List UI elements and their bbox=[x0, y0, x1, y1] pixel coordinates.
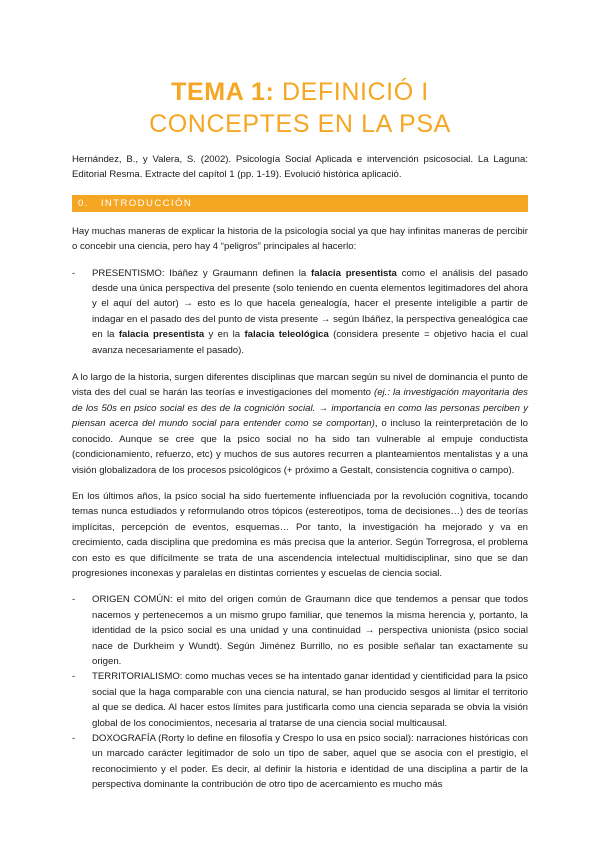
bullet-dash: - bbox=[72, 671, 76, 683]
section-number: 0. bbox=[78, 197, 89, 209]
bold-term: falacia teleológica bbox=[244, 329, 329, 341]
text-run: PRESENTISMO: Ibáñez y Graumann definen la bbox=[92, 267, 312, 279]
text-run: y en la bbox=[204, 329, 245, 341]
list-item-origen-comun bbox=[72, 592, 528, 669]
text-run: A lo largo de la historia, surgen diferentes disciplinas que marcan según su nivel de dominancia el punto de vista des del cual se harán las teorías e investigaciones del momento bbox=[72, 372, 528, 399]
page-title bbox=[72, 76, 528, 140]
bullet-dash: - bbox=[72, 267, 76, 279]
paragraph-disciplinas bbox=[72, 370, 528, 478]
bibliographic-reference: Hernández, B., y Valera, S. (2002). Psicología Social Aplicada e intervención psicosocial. La Laguna: Editorial Resma. Extracte del capítol 1 (pp. 1-19). Evolució històrica aplicació. bbox=[72, 154, 528, 181]
list-item-text: TERRITORIALISMO: como muchas veces se ha intentado ganar identidad y cientificidad para la psico social que la haga comparable con una ciencia natural, se han producido sesgos al limitar el territorio al que se dedica. Al hacer estos límites para justificarla como una ciencia separada se obvia la visión global de los conocimientos, necesaria al tratarse de una ciencia social multicausal. bbox=[92, 671, 528, 729]
title-line1: DEFINICIÓ I bbox=[274, 78, 429, 106]
list-item-text: DOXOGRAFÍA (Rorty lo define en filosofía y Crespo lo usa en psico social): narraciones históricas con un marcado carácter legitimador de solo un tipo de saber, aquel que se asocia con el prestigio, el reconocimiento y el poder. Es decir, al definir la historia e identidad de una disciplina a partir de la perspectiva dominante la contribución de otro tipo de acercamiento es mucho más bbox=[92, 733, 528, 791]
title-line2: CONCEPTES EN LA PSA bbox=[149, 110, 451, 138]
section-label: INTRODUCCIÓN bbox=[100, 197, 193, 209]
italic-example: (ej.: la investigación mayoritaria des de los 50s en psico social es des de la cognición social. → importancia en como las personas perciben y piensan acerca del mundo social para entender como se comportan) bbox=[72, 387, 528, 430]
bullet-dash: - bbox=[72, 594, 76, 606]
section-header bbox=[72, 195, 528, 212]
peligros-list-2 bbox=[72, 592, 528, 792]
title-tema: TEMA 1: bbox=[171, 78, 275, 106]
list-item-doxografia bbox=[72, 731, 528, 793]
list-item-presentismo bbox=[72, 266, 528, 358]
list-item-territorialismo bbox=[72, 669, 528, 731]
text-run: como el análisis del pasado desde una única perspectiva del presente (solo teniendo en cuenta elementos legitimadores del ahora y el aquí del autor) → esto es lo que hacela genealogía, hacer el presente inteligible a partir de indagar en el pasado des del punto de vista presente → según Ibáñez, la perspectiva genealógica cae en la bbox=[92, 267, 528, 341]
peligros-list bbox=[72, 266, 528, 358]
bold-term: falacia presentista bbox=[311, 267, 397, 279]
bold-term: falacia presentista bbox=[118, 329, 205, 341]
list-item-text: ORIGEN COMÚN: el mito del origen común de Graumann dice que tendemos a pensar que todos nacemos y pertenecemos a un mismo grupo familiar, que tenemos la misma herencia y, portanto, la identidad de la psico social es una unidad y una continuidad → perspectiva unionista (psico social nace de Durkheim y Wundt). Según Jiménez Burrillo, no es posible señalar tan exactamente su origen. bbox=[92, 594, 528, 667]
text-run: (considera presente = objetivo hacia el cual avanza necesariamente el pasado). bbox=[92, 329, 528, 356]
bullet-dash: - bbox=[72, 733, 76, 744]
paragraph-revolucion-cognitiva: En los últimos años, la psico social ha sido fuertemente influenciada por la revolución cognitiva, tocando temas nunca estudiados y reformulando otros tópicos (estereotipos, toma de decisiones…) des de teorías implícitas, percepción de eventos, esquemas… Por tanto, la investigación ha mejorado y va en crecimiento, cada disciplina que predomina es más precisa que la anterior. Según Torregrosa, el problema con esto es que difícilmente se trata de una ascendencia intelectual multidisciplinar, sino que se dan progresiones inconexas y paralelas en distintas corrientes y escuelas de ciencia social. bbox=[72, 490, 528, 579]
text-run: , o incluso la reinterpretación de lo conocido. Aunque se cree que la psico social no ha sido tan vulnerable al empuje conductista (condicionamiento, refuerzo, etc) y muchos de sus autores recurren a planteamientos mentalistas y a una visión globalizadora de los procesos psicológicos (+ próximo a Gestalt, consistencia cognitiva o campo). bbox=[72, 418, 529, 476]
intro-paragraph: Hay muchas maneras de explicar la historia de la psicología social ya que hay infinitas maneras de percibir o concebir una ciencia, pero hay 4 “peligros” principales al hacerlo: bbox=[72, 225, 528, 253]
